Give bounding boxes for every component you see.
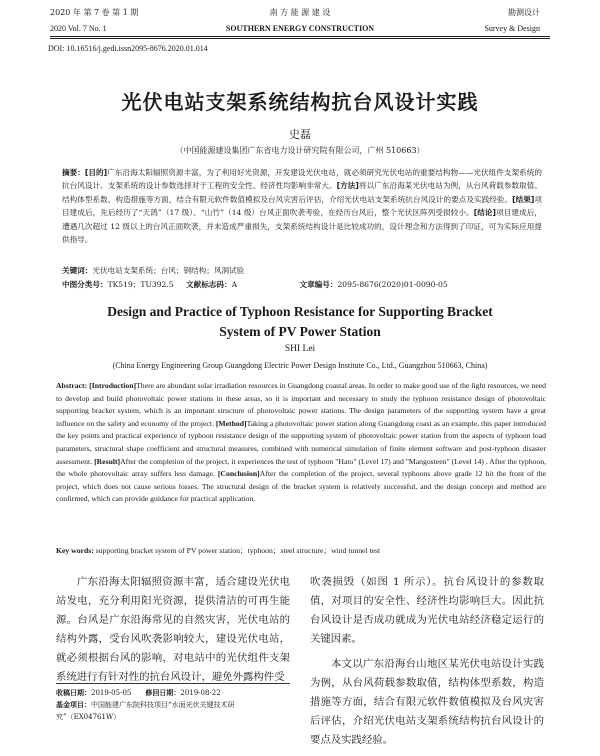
abstract-en-seg: Abstract: [Introduction] [56, 381, 137, 390]
footnote [56, 687, 290, 723]
abstract-cn-seg: [目的] [84, 168, 108, 177]
article-no-label: 文章编号： [299, 280, 338, 289]
body-right-column [310, 573, 544, 756]
header-rule-second [50, 38, 550, 39]
body-paragraph: 吹袭损毁（如图 1 所示）。抗台风设计的参数取值，对项目的安全性、经济性均影响巨大。因此抗台风设计是否成功就成为光伏电站经济稳定运行的关键因素。 [310, 576, 544, 645]
abstract-cn-seg: 项目建成后，遭遇几次超过 12 级以上的台风正面吹袭，并未造成严重损失，支架系统结构设计是比较成功的，设计理念和方法得到了印证，可为实际应用提供指导。 [62, 208, 542, 245]
abstract-label-cn: 摘要： [62, 168, 85, 177]
received-date: 2019-05-05 [91, 689, 132, 697]
affiliation-en: (China Energy Engineering Group Guangdong Electric Power Design Institute Co., Ltd., Guangzhou 510663, China) [112, 361, 488, 370]
abstract-cn-seg: [结论] [473, 208, 497, 218]
doc-code-label: 文献标志码： [186, 280, 232, 289]
abstract-cn-seg: 广东沿海太阳辐照资源丰富，为了利用好光资源，开发建设光伏电站，就必须研究光伏电站的重要结构物——光伏组件支架系统的抗台风设计。支架系统的设计参数选择对于工程的安全性、经济性均影响非常大。 [62, 168, 542, 191]
classification-line [62, 279, 542, 291]
abstract-cn-seg: 将以广东沿海某光伏电站为例，从台风荷载参数取值、结构体型系数、构造措施等方面，结合有限元软件数值模拟及台风灾害后评估，介绍光伏电站支架系统抗台风设计的要点及实践经验。 [62, 181, 543, 204]
keywords-en [56, 545, 546, 556]
paper-title-cn: 光伏电站支架系统结构抗台风设计实践 [121, 90, 479, 114]
header-journal-en: SOUTHERN ENERGY CONSTRUCTION [225, 24, 375, 33]
keywords-label-cn: 关键词： [62, 266, 93, 275]
received-label: 收稿日期： [56, 689, 91, 697]
abstract-en-seg: [Conclusion] [217, 469, 260, 479]
abstract-en-seg: After the completion of the project, it experiences the test of typhoon "Hato" (Level 17) and "Mangosteen" (Level 14) . After the typhoon, the whole photovoltaic array suffers less damage. [56, 456, 546, 479]
clc-label: 中图分类号： [62, 280, 108, 289]
abstract-cn-seg: 项目建成后，先后经历了“天鸽”（17 级）、“山竹”（14 级）台风正面吹袭考验，在经历台风后，整个光伏区阵列受损较小。 [62, 194, 543, 218]
affiliation-cn: （中国能源建设集团广东省电力设计研究院有限公司，广州 510663） [175, 146, 425, 155]
footnote-dates [56, 687, 290, 699]
abstract-en [56, 380, 546, 506]
footnote-fund [56, 699, 290, 723]
keywords-value-en: supporting bracket system of PV power station；typhoon；steel structure；wind tunnel test [93, 546, 381, 555]
header-rule [50, 36, 550, 37]
paper-title-en-line2: System of PV Power Station [219, 324, 381, 339]
doi: DOI: 10.16516/j.gedi.issn2095-8676.2020.01.014 [48, 44, 208, 53]
clc-value: TK519；TU392.5 [107, 280, 174, 289]
header-journal-cn: 南 方 能 源 建 设 [269, 8, 331, 17]
header-section-cn: 勘测设计 [508, 8, 540, 17]
abstract-en-seg: After the completion of the project, several typhoons above grade 12 hit the front of the project, which does not cause serious losses. The structural design of the bracket system is relatively successful, and the design concept and method are confirmed, which can provide guidance for practical application. [56, 469, 546, 504]
header-issue-cn: 2020 年 第 7 卷 第 1 期 [50, 8, 139, 17]
keywords-value-cn: 光伏电站支架系统；台风；钢结构；风洞试验 [92, 266, 245, 275]
keywords-cn [62, 265, 542, 277]
abstract-cn-seg: [结果] [512, 194, 535, 204]
revised-date: 2019-08-22 [180, 689, 221, 697]
footnote-rule [56, 683, 290, 684]
header-section-en: Survey & Design [484, 24, 540, 33]
paper-title-en-line1: Design and Practice of Typhoon Resistance for Supporting Bracket [107, 304, 493, 319]
abstract-cn [62, 166, 542, 246]
abstract-cn-seg: [方法] [336, 181, 359, 191]
abstract-en-seg: [Method] [215, 418, 247, 428]
paper-title-en [0, 302, 600, 342]
abstract-en-seg: There are abundant solar irradiation resources in Guangdong coastal areas. In order to make good use of the light resources, we need to develop and build photovoltaic power stations in these areas, so it is important and necessary to study the typhoon resistance design of photovoltaic supporting bracket system, which is an important structure of photovoltaic power stations. The design parameters of the supporting system have a great influence on the safety and economy of the project. [56, 381, 546, 428]
revised-label: 修回日期： [145, 689, 181, 697]
body-paragraph: 本文以广东沿海台山地区某光伏电站设计实践为例，从台风荷载参数取值，结构体型系数，构造措施等方面，结合有限元软件数值模拟及台风灾害后评估，介绍光伏电站支架系统结构抗台风设计的要点及实践经验。 [310, 658, 544, 746]
author-en: SHI Lei [284, 344, 316, 354]
keywords-label-en: Key words: [56, 546, 94, 555]
article-no-value: 2095-8676(2020)01-0090-05 [337, 280, 448, 289]
author-cn: 史磊 [289, 128, 311, 141]
abstract-en-seg: Taking a photovoltaic power station along Guangdong coast as an example, this paper introduced the key points and practical experience of typhoon resistance design of the supporting system of photovoltaic power station from the aspects of typhoon load parameters, structural shape coefficient and structural measures, combined with numerical simulation of finite element software and post-typhoon disaster assessment. [56, 418, 546, 466]
body-left-column: 广东沿海太阳辐照资源丰富，适合建设光伏电站发电，充分利用阳光资源，提供清洁的可再生能源。台风是广东沿海常见的自然灾害，光伏电站的结构外露，受台风吹袭影响较大，建设光伏电站，就必须根据台风的影响，对电站中的光伏组件支架系统进行有针对性的抗台风设计，避免外露构件受 [56, 576, 290, 683]
doc-code-value: A [231, 280, 238, 289]
fund-value: 中国能建广东院科技项目“水面光伏关键技术研究”（EX04761W） [56, 701, 235, 721]
fund-label: 基金项目： [56, 701, 91, 709]
abstract-en-seg: [Result] [94, 456, 121, 466]
header-issue-en: 2020 Vol. 7 No. 1 [50, 24, 107, 33]
